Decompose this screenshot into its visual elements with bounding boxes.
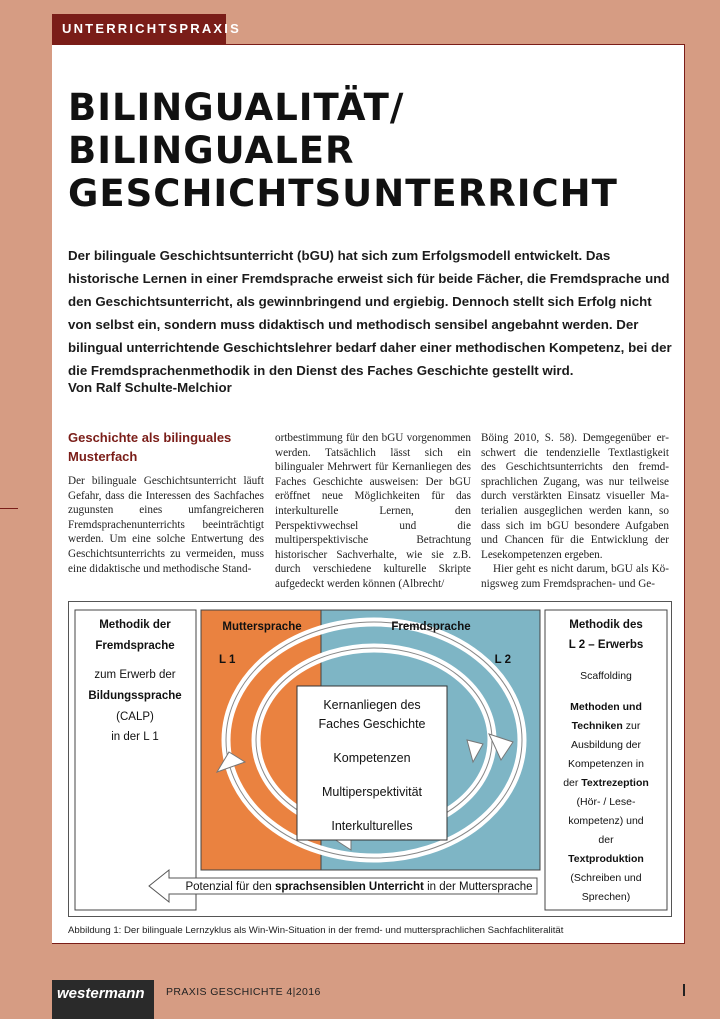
author-line: Von Ralf Schulte-Melchior: [68, 380, 232, 395]
right-text: der: [598, 834, 614, 846]
right-text-plain: der: [563, 777, 582, 789]
body-paragraph: Böing 2010, S. 58). Demgegenüber erschwert die tendenzielle Textlastigkeit des Geschichtsunterrichts den fremdsprachlichen Zugang, was nur teilweise durch verstärkten Einsatz visueller Materialien ausgeglichen werden kann, so dass sich im bGU besondere Aufgaben und Chancen für die Entwicklung der Lesekompetenzen ergeben.: [481, 432, 669, 561]
fremdsprache-label: Fremdsprache: [391, 621, 471, 633]
publisher-logo: westermann: [52, 980, 154, 1019]
center-text: Interkulturelles: [331, 819, 413, 833]
right-text: Methoden und: [570, 701, 642, 713]
article-title: [68, 86, 618, 215]
l1-label: L 1: [219, 654, 236, 666]
right-text: Ausbildung der: [570, 739, 642, 751]
right-text: Textproduktion: [568, 853, 644, 865]
left-text: zum Erwerb der: [94, 669, 176, 681]
center-text: Faches Geschichte: [318, 717, 426, 731]
subheading: Geschichte als bilinguales Musterfach: [68, 430, 232, 464]
left-text: (CALP): [116, 711, 154, 723]
page-number-mark: [683, 984, 685, 996]
right-text: [572, 720, 641, 732]
right-text: (Schreiben und: [570, 872, 642, 884]
figure-diagram: [68, 601, 672, 917]
center-text: Kompetenzen: [333, 751, 411, 765]
body-column-2: ortbestimmung für den bGU vorgenommen werden. Tatsächlich lässt sich ein bilingualer Mehrwert für Kernanliegen des Faches Geschichte ausweisen: Der bGU eröffnet neue Möglichkeiten für das interkulturelle Lernen, den Perspektivwechsel und die multiperspektivische Betrachtung historischer Sachverhalte, wie sie z.B. durch verschiedene kulturelle Skripte aufgedeckt werden können (Albrecht/: [275, 432, 471, 590]
left-text: Methodik der: [99, 619, 171, 631]
lead-paragraph: Der bilinguale Geschichtsunterricht (bGU) hat sich zum Erfolgsmodell entwickelt. Das historische Lernen in einer Fremdsprache erweist sich für beide Fächer, die Fremdsprache und den Geschichtsunterricht, als gewinnbringend und ergiebig. Dennoch stellt sich Erfolg nicht von selbst ein, sondern muss didaktisch und methodisch sensibel angebahnt werden. Der bilingual unterrichtende Geschichtslehrer bedarf daher einer methodischen Kompetenz, bei der die Fremdsprachenmethodik in den Dienst des Faches Geschichte gestellt wird.: [68, 248, 672, 378]
cycle-diagram: [69, 602, 673, 918]
title-line: BILINGUALITÄT/: [68, 86, 405, 129]
body-paragraph: Hier geht es nicht darum, bGU als Königsweg zum Fremdsprachen- und Ge-: [481, 563, 669, 590]
l2-label: L 2: [494, 654, 511, 666]
right-text-bold: Textrezeption: [581, 777, 649, 789]
center-text: Multiperspektivität: [321, 785, 423, 799]
section-tag: UNTERRICHTSPRAXIS: [52, 14, 226, 44]
right-text: kompetenz) und: [568, 815, 644, 827]
bottom-arrow-plain: in der Muttersprache: [423, 881, 533, 893]
body-column-1: Der bilinguale Geschichtsunterricht läuft Gefahr, dass die Interessen des Sachfaches zugunsten eines umfangreicheren Fremdsprachenunterrichts beeinträchtigt werden. Um eine solche Entwertung des Geschichtsunterrichts zu vermeiden, muss eine didaktische und methodische Stand-: [68, 475, 264, 575]
right-text-plain: zur: [622, 720, 641, 732]
left-text: in der L 1: [111, 731, 159, 743]
muttersprache-label: Muttersprache: [222, 621, 302, 633]
right-text: Sprechen): [581, 891, 631, 903]
left-text: Fremdsprache: [95, 640, 175, 652]
left-text: Bildungssprache: [88, 690, 182, 702]
right-text: Kompetenzen in: [568, 758, 644, 770]
left-box: [75, 610, 196, 910]
right-text: Methodik des: [569, 619, 643, 631]
title-line: BILINGUALER: [68, 129, 355, 172]
bottom-arrow-text: [185, 881, 532, 893]
margin-mark: [0, 508, 18, 509]
title-line: GESCHICHTSUNTERRICHT: [68, 172, 618, 215]
body-column-3: [481, 431, 669, 592]
bottom-arrow-plain: Potenzial für den: [185, 881, 275, 893]
bottom-arrow-bold: sprachsensiblen Unterricht: [274, 881, 424, 893]
right-text-bold: Techniken: [571, 720, 623, 732]
figure-caption: Abbildung 1: Der bilinguale Lernzyklus als Win-Win-Situation in der fremd- und muttersprachlichen Sachfachliteralität: [68, 925, 564, 936]
right-text: L 2 – Erwerbs: [568, 639, 644, 651]
right-text: Scaffolding: [580, 670, 632, 682]
center-text: Kernanliegen des: [323, 698, 421, 712]
right-text: [563, 777, 649, 789]
journal-footer: PRAXIS GESCHICHTE 4|2016: [166, 986, 321, 998]
right-text: (Hör- / Lese-: [576, 796, 636, 808]
